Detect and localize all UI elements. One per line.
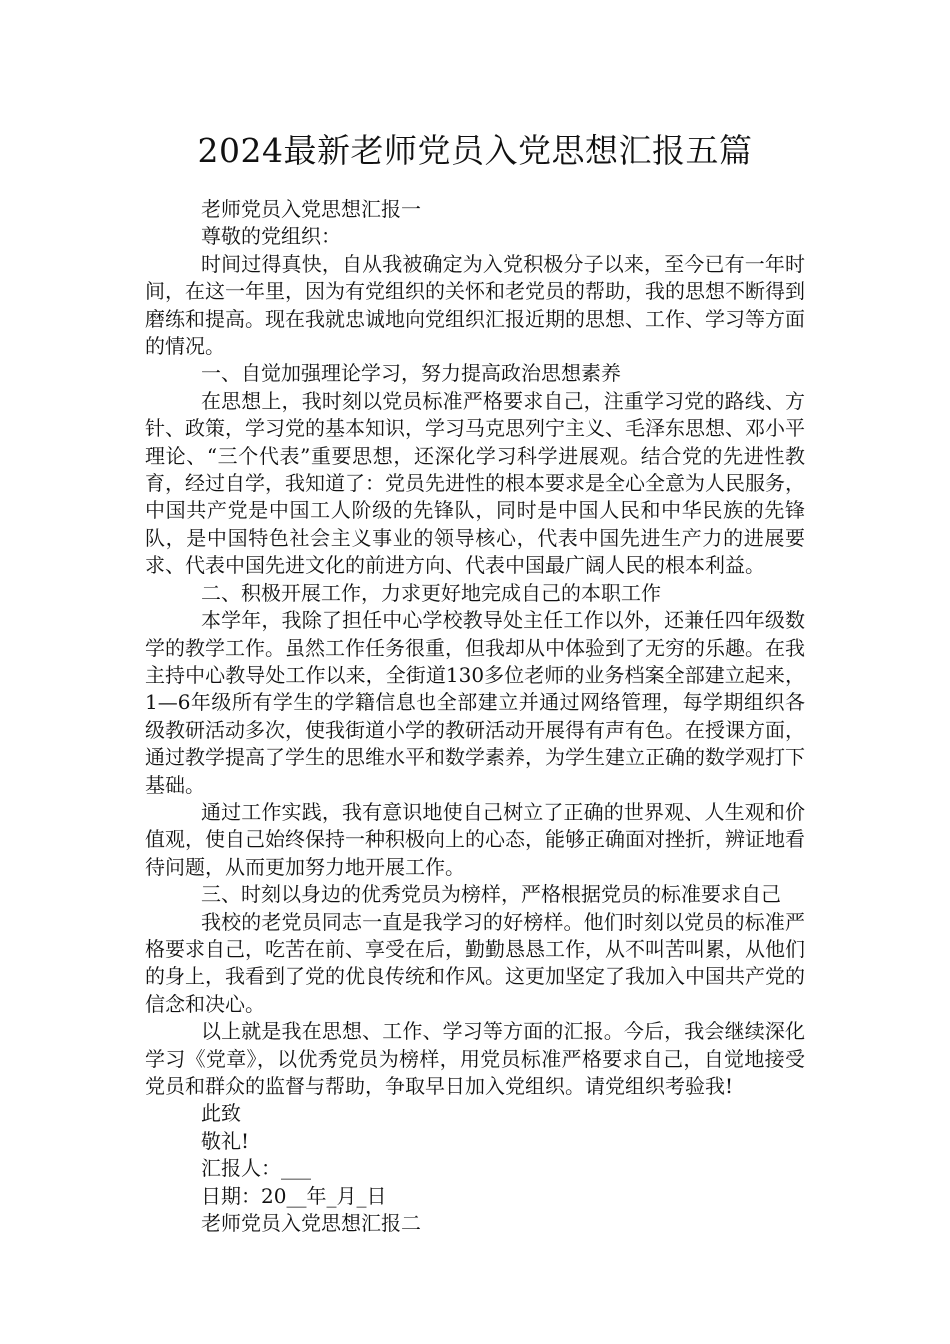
section-heading: 老师党员入党思想汇报一 xyxy=(201,197,421,221)
body-paragraph: 以上就是我在思想、工作、学习等方面的汇报。今后，我会继续深化学习《党章》，以优秀党员为榜样，用党员标准严格要求自己，自觉地接受党员和群众的监督与帮助，争取早日加入党组织。请党组织考验我! xyxy=(145,1019,805,1098)
date-line: 日期：20__年_月_日 xyxy=(201,1183,387,1208)
subheading: 二、积极开展工作，力求更好地完成自己的本职工作 xyxy=(201,580,661,605)
reporter-line: 汇报人：___ xyxy=(201,1156,311,1181)
body-paragraph: 在思想上，我时刻以党员标准严格要求自己，注重学习党的路线、方针、政策，学习党的基本知识，学习马克思列宁主义、毛泽东思想、邓小平理论、“三个代表”重要思想，还深化学习科学进展观。结合党的先进性教育，经过自学，我知道了：党员先进性的根本要求是全心全意为人民服务，中国共产党是中国工人阶级的先锋队，同时是中国人民和中华民族的先锋队，是中国特色社会主义事业的领导核心，代表中国先进生产力的进展要求、代表中国先进文化的前进方向、代表中国最广阔人民的根本利益。 xyxy=(145,388,805,578)
document-title: 2024最新老师党员入党思想汇报五篇 xyxy=(197,131,753,170)
subheading: 一、自觉加强理论学习，努力提高政治思想素养 xyxy=(201,361,621,386)
body-paragraph: 本学年，我除了担任中心学校教导处主任工作以外，还兼任四年级数学的教学工作。虽然工作任务很重，但我却从中体验到了无穷的乐趣。在我主持中心教导处工作以来，全街道130多位老师的业务档案全部建立起来，1—6年级所有学生的学籍信息也全部建立并通过网络管理，每学期组织各级教研活动多次，使我街道小学的教研活动开展得有声有色。在授课方面，通过教学提高了学生的思维水平和数学素养，为学生建立正确的数学观打下基础。 xyxy=(145,608,805,797)
closing-line: 此致 xyxy=(201,1101,241,1126)
body-paragraph: 通过工作实践，我有意识地使自己树立了正确的世界观、人生观和价值观，使自己始终保持一种积极向上的心态，能够正确面对挫折，辨证地看待问题，从而更加努力地开展工作。 xyxy=(145,799,805,879)
body-paragraph: 我校的老党员同志一直是我学习的好榜样。他们时刻以党员的标准严格要求自己，吃苦在前、享受在后，勤勤恳恳工作，从不叫苦叫累，从他们的身上，我看到了党的优良传统和作风。这更加坚定了我加入中国共产党的信念和决心。 xyxy=(145,909,805,1016)
closing-line: 敬礼! xyxy=(201,1128,250,1153)
section-heading: 老师党员入党思想汇报二 xyxy=(201,1211,421,1236)
salutation: 尊敬的党组织： xyxy=(201,224,341,249)
document-body xyxy=(145,196,805,1237)
subheading: 三、时刻以身边的优秀党员为榜样，严格根据党员的标准要求自己 xyxy=(201,882,781,907)
body-paragraph: 时间过得真快，自从我被确定为入党积极分子以来，至今已有一年时间，在这一年里，因为有党组织的关怀和老党员的帮助，我的思想不断得到磨练和提高。现在我就忠诚地向党组织汇报近期的思想、工作、学习等方面的情况。 xyxy=(145,251,805,359)
